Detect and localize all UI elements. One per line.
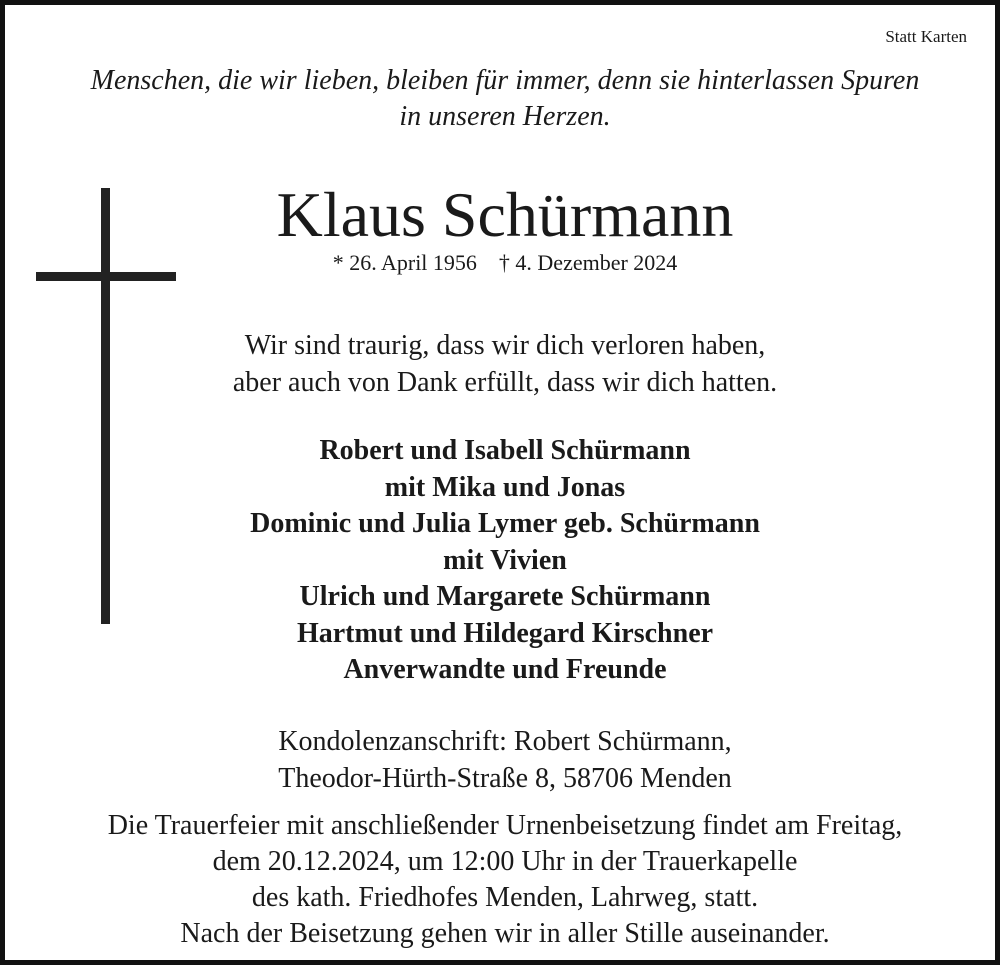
condolence-line-1: Kondolenzanschrift: Robert Schürmann, xyxy=(278,726,732,757)
ceremony-line-2: dem 20.12.2024, um 12:00 Uhr in der Trauerkapelle xyxy=(212,846,798,877)
mourners-list xyxy=(5,433,1000,689)
ceremony-line-4: Nach der Beisetzung gehen wir in aller Stille auseinander. xyxy=(180,918,830,949)
mourner-entry: Dominic und Julia Lymer geb. Schürmann xyxy=(250,508,760,539)
life-dates xyxy=(5,249,1000,277)
birth-date: * 26. April 1956 xyxy=(332,250,477,275)
mourner-entry: Hartmut und Hildegard Kirschner xyxy=(296,617,714,649)
mourner-entry: mit Mika und Jonas xyxy=(384,471,626,503)
condolence-line-2: Theodor-Hürth-Straße 8, 58706 Menden xyxy=(278,763,732,794)
mourner-entry: Ulrich und Margarete Schürmann xyxy=(299,581,711,612)
death-date: † 4. Dezember 2024 xyxy=(498,250,678,275)
deceased-name: Klaus Schürmann xyxy=(276,179,734,250)
mourner-entry: Robert und Isabell Schürmann xyxy=(319,435,691,466)
motto-quote xyxy=(5,63,1000,135)
ceremony-line-1: Die Trauerfeier mit anschließender Urnenbeisetzung findet am Freitag, xyxy=(107,810,903,841)
verse-line-2: aber auch von Dank erfüllt, dass wir dich hatten. xyxy=(232,367,778,398)
ceremony-line-3: des kath. Friedhofes Menden, Lahrweg, statt. xyxy=(251,882,759,913)
motto-line-2: in unseren Herzen. xyxy=(399,101,611,132)
statt-karten-label: Statt Karten xyxy=(885,27,967,46)
verse-line-1: Wir sind traurig, dass wir dich verloren haben, xyxy=(244,330,766,361)
mourner-entry: mit Vivien xyxy=(443,544,567,576)
mourner-entry: Anverwandte und Freunde xyxy=(343,654,667,685)
condolence-address xyxy=(5,723,1000,797)
motto-line-1: Menschen, die wir lieben, bleiben für immer, denn sie hinterlassen Spuren xyxy=(90,65,920,96)
ceremony-details xyxy=(5,808,1000,952)
memorial-verse xyxy=(5,327,1000,401)
